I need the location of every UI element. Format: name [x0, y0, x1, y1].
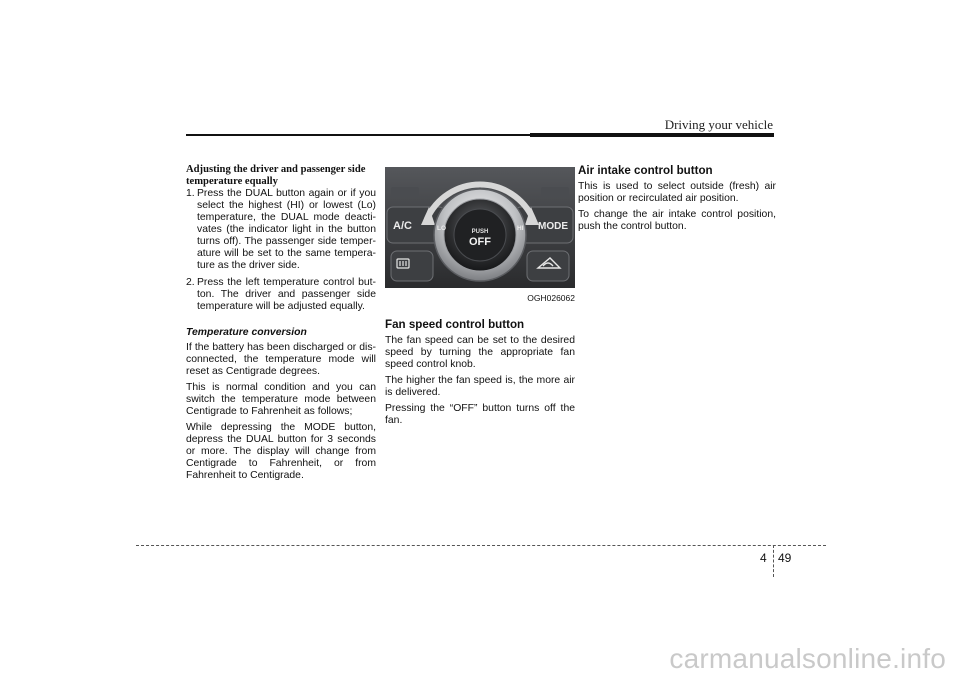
mode-button-label: MODE	[538, 221, 568, 232]
section-title-fan-speed: Fan speed control button	[385, 318, 525, 331]
paragraph: To change the air intake control position, push the control button.	[578, 209, 776, 232]
page-number: 49	[778, 551, 792, 565]
watermark: carmanualsonline.info	[669, 643, 946, 674]
chapter-number: 4	[760, 551, 767, 565]
paragraph: This is normal condition and you can switch the temperature mode between Centigrade to Fahrenheit as follows;	[186, 382, 376, 417]
fan-control-panel-illustration	[385, 167, 575, 288]
paragraph: This is used to select outside (fresh) air position or recirculated air position.	[578, 181, 776, 204]
subheading-adjust-equally: Adjusting the driver and passenger side temperature equally	[186, 164, 366, 187]
paragraph: The higher the fan speed is, the more air is delivered.	[385, 375, 575, 398]
list-text: Press the DUAL button again or if you select the highest (HI) or lowest (Lo) temperature, the DUAL mode deacti-vates (the indicator light in the button turns off). The passenger side temper-ature will be set to the same tempera-ture as the driver side.	[197, 188, 376, 271]
figure-code: OGH026062	[527, 293, 575, 303]
ac-button-label: A/C	[393, 220, 412, 232]
list-text: Press the left temperature control but-ton. The driver and passenger side temperature will be adjusted equally.	[197, 277, 376, 312]
paragraph: While depressing the MODE button, depress the DUAL button for 3 seconds or more. The display will change from Centigrade to Fahrenheit, or from Fahrenheit to Centigrade.	[186, 422, 376, 481]
paragraph: Pressing the “OFF” button turns off the fan.	[385, 403, 575, 426]
section-title-air-intake: Air intake control button	[578, 164, 713, 177]
list-number: 1.	[186, 188, 195, 199]
list-item	[186, 188, 376, 272]
running-header-title: Driving your vehicle	[664, 117, 773, 132]
footer-divider	[773, 545, 774, 577]
climate-control-figure	[385, 167, 575, 288]
header-rule-accent	[530, 133, 774, 137]
column-right	[578, 164, 776, 237]
footer-rule	[136, 545, 826, 546]
lo-label: LO	[437, 225, 447, 232]
hi-label: HI	[517, 225, 524, 232]
push-label: PUSH	[471, 229, 489, 235]
list-number: 2.	[186, 277, 195, 288]
off-label: OFF	[469, 236, 491, 248]
column-middle	[385, 164, 575, 431]
paragraph: If the battery has been discharged or dis-connected, the temperature mode will reset as Centigrade degrees.	[186, 342, 376, 377]
paragraph: The fan speed can be set to the desired speed by turning the appropriate fan speed control knob.	[385, 335, 575, 370]
subheading-temperature-conversion: Temperature conversion	[186, 327, 307, 338]
column-left	[186, 164, 376, 486]
list-item	[186, 277, 376, 313]
